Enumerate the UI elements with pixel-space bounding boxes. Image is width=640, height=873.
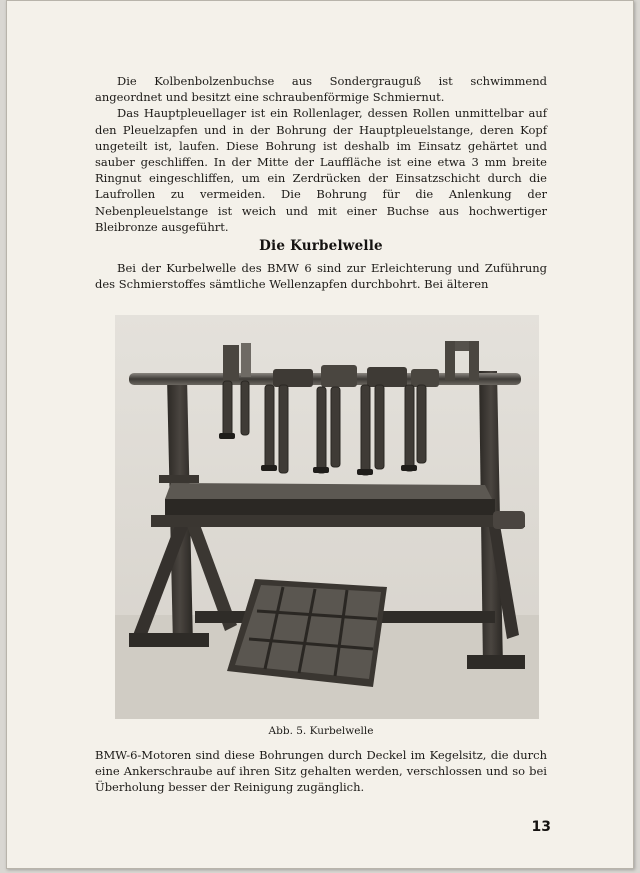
- section-heading: Die Kurbelwelle: [259, 238, 383, 254]
- page-number: 13: [531, 819, 551, 835]
- crankshaft-photo: [115, 315, 539, 719]
- parts-box: [227, 579, 387, 687]
- paragraph-main-con-rod-bearing: Das Hauptpleuellager ist ein Rollenlager, dessen Rollen unmittelbar auf den Pleuelzapfen und in der Bohrung der Hauptpleuelstange, deren Kopf ungeteilt ist, laufen. Diese Bohrung ist deshalb im Einsatz gehärtet und sauber geschliffen. In der Mitte der Lauffläche ist eine etwa 3 mm breite Ringnut eingeschliffen, um ein Zerdrücken der Einsatzschicht durch die Laufrollen zu vermeiden. Die Bohrung für die Anlenkung der Nebenpleuelstange ist weich und mit einer Buchse aus hochwertiger Bleibronze ausgeführt.: [95, 106, 547, 234]
- paragraph-crankshaft-intro: Bei der Kurbelwelle des BMW 6 sind zur Erleichterung und Zuführung des Schmierstoffes sämtliche Wellenzapfen durchbohrt. Bei älteren: [95, 261, 547, 292]
- document-page: [6, 0, 634, 869]
- crankshaft-intro-block: [95, 260, 547, 292]
- middle-tray: [151, 483, 525, 529]
- top-text-block: [95, 73, 547, 235]
- figure-caption: Abb. 5. Kurbelwelle: [268, 725, 374, 737]
- paragraph-bores-closure: BMW-6-Motoren sind diese Bohrungen durch Deckel im Kegelsitz, die durch eine Ankerschraube auf ihren Sitz gehalten werden, verschlossen und so bei Überholung besser der Reinigung zugänglich.: [95, 748, 547, 795]
- crankshaft-stand-illustration: [115, 315, 539, 719]
- paragraph-piston-pin-bushing: Die Kolbenbolzenbuchse aus Sondergrauguß ist schwimmend angeordnet und besitzt eine schraubenförmige Schmiernut.: [95, 74, 547, 105]
- after-figure-block: [95, 747, 547, 796]
